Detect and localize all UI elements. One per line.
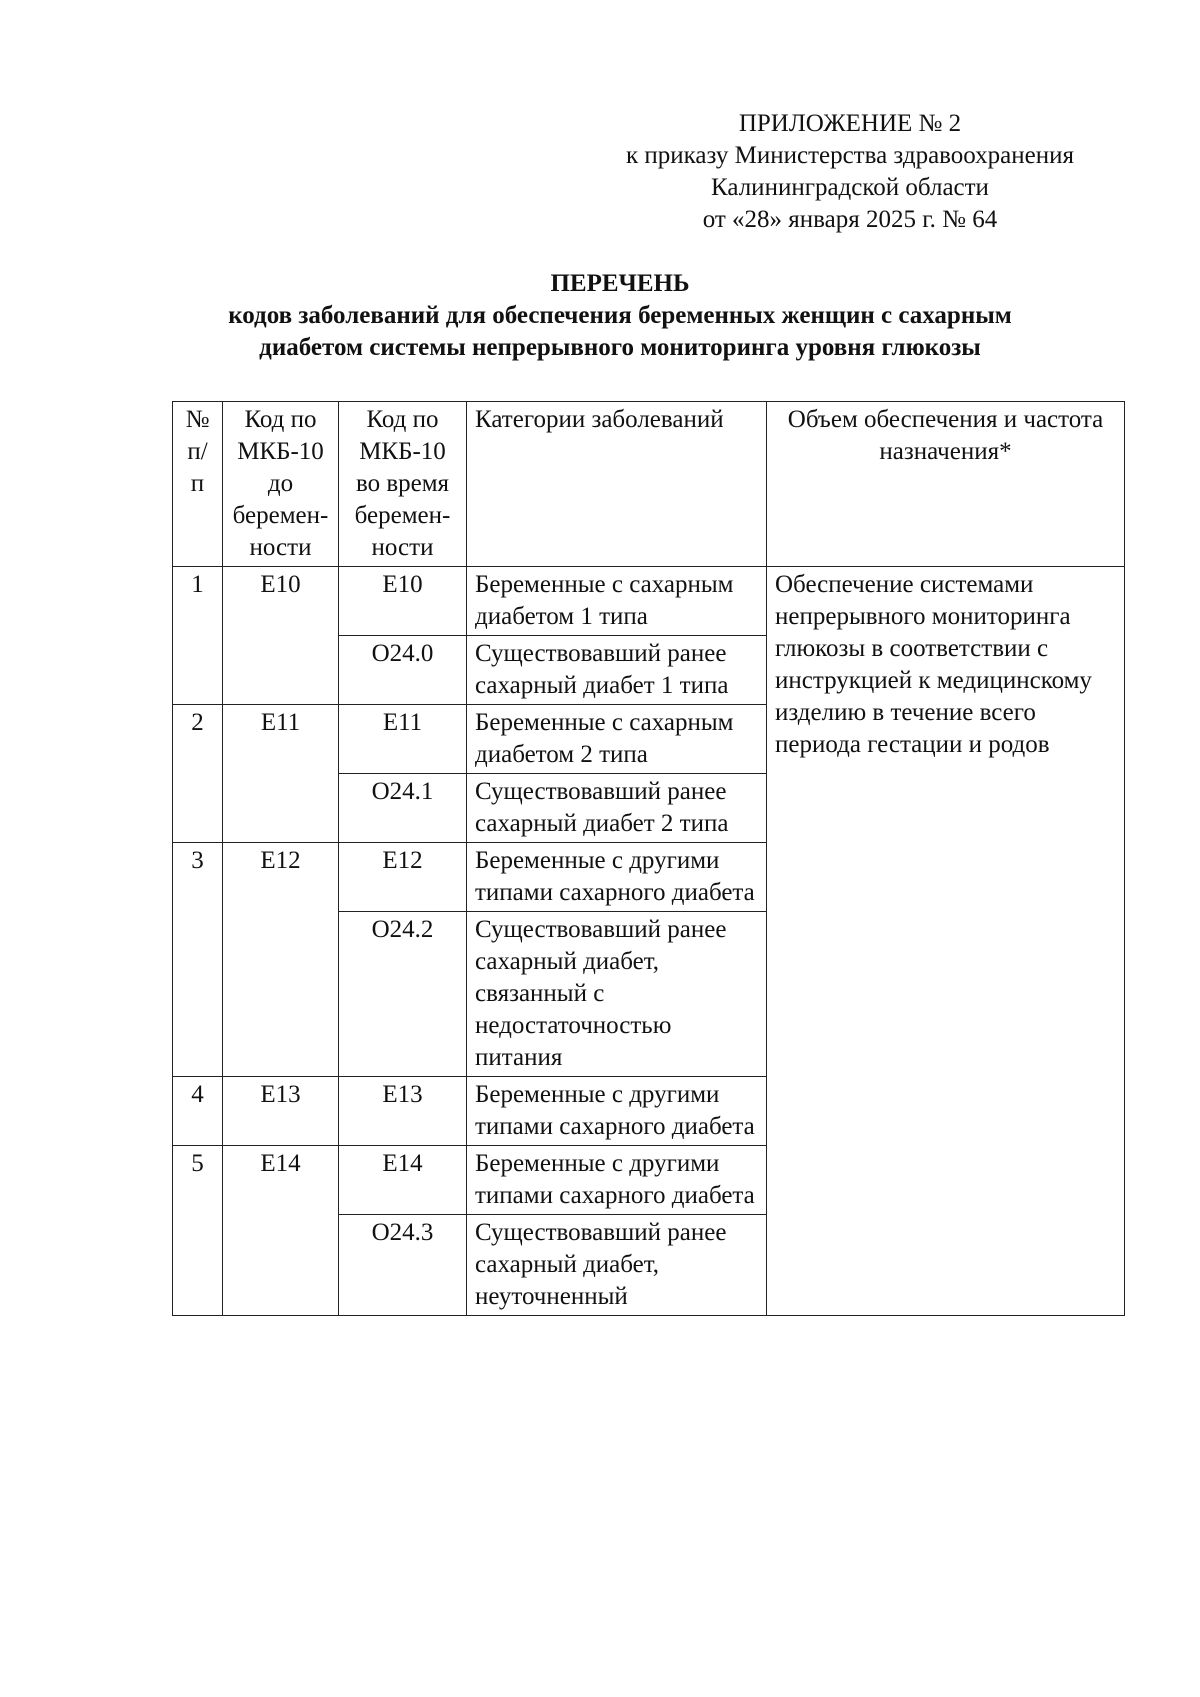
document-subtitle-line-2: диабетом системы непрерывного мониторинга уровня глюкозы bbox=[259, 334, 981, 361]
row-number: 5 bbox=[173, 1146, 223, 1316]
disease-category: Беременные с другими типами сахарного диабета bbox=[467, 1077, 767, 1146]
appendix-region-line: Калининградской области bbox=[711, 174, 989, 201]
code-before-pregnancy: E10 bbox=[223, 567, 339, 705]
disease-category: Существовавший ранее сахарный диабет, связанный с недостаточностью питания bbox=[467, 912, 767, 1077]
code-before-pregnancy: E11 bbox=[223, 705, 339, 843]
code-during-pregnancy: E11 bbox=[339, 705, 467, 774]
code-during-pregnancy: O24.0 bbox=[339, 636, 467, 705]
table-row bbox=[173, 567, 1125, 636]
provision-volume: Обеспечение системами непрерывного мониторинга глюкозы в соответствии с инструкцией к медицинскому изделию в течение всего периода гестации и родов bbox=[767, 567, 1125, 1316]
table-header-row bbox=[173, 402, 1125, 567]
code-before-pregnancy: E13 bbox=[223, 1077, 339, 1146]
disease-category: Беременные с другими типами сахарного диабета bbox=[467, 1146, 767, 1215]
row-number: 1 bbox=[173, 567, 223, 705]
code-during-pregnancy: O24.2 bbox=[339, 912, 467, 1077]
code-before-pregnancy: E12 bbox=[223, 843, 339, 1077]
codes-table bbox=[172, 401, 1125, 1316]
document-heading bbox=[150, 268, 1090, 364]
header-code-during: Код по МКБ-10 во время беремен-ности bbox=[339, 402, 467, 567]
header-volume: Объем обеспечения и частота назначения* bbox=[767, 402, 1125, 567]
code-during-pregnancy: E14 bbox=[339, 1146, 467, 1215]
header-num: № п/п bbox=[173, 402, 223, 567]
disease-category: Существовавший ранее сахарный диабет 2 типа bbox=[467, 774, 767, 843]
document-subtitle-line-1: кодов заболеваний для обеспечения беременных женщин с сахарным bbox=[228, 302, 1012, 329]
code-during-pregnancy: E10 bbox=[339, 567, 467, 636]
appendix-date-line: от «28» января 2025 г. № 64 bbox=[702, 206, 998, 233]
document-title: ПЕРЕЧЕНЬ bbox=[550, 270, 690, 297]
appendix-order-line: к приказу Министерства здравоохранения bbox=[625, 142, 1075, 169]
row-number: 3 bbox=[173, 843, 223, 1077]
header-category: Категории заболеваний bbox=[467, 402, 767, 567]
appendix-title: ПРИЛОЖЕНИЕ № 2 bbox=[738, 110, 962, 137]
row-number: 4 bbox=[173, 1077, 223, 1146]
disease-category: Беременные с сахарным диабетом 1 типа bbox=[467, 567, 767, 636]
disease-category: Существовавший ранее сахарный диабет 1 типа bbox=[467, 636, 767, 705]
code-during-pregnancy: E12 bbox=[339, 843, 467, 912]
code-before-pregnancy: E14 bbox=[223, 1146, 339, 1316]
disease-category: Существовавший ранее сахарный диабет, неуточненный bbox=[467, 1215, 767, 1316]
header-code-before: Код по МКБ-10 до беремен-ности bbox=[223, 402, 339, 567]
row-number: 2 bbox=[173, 705, 223, 843]
appendix-block bbox=[590, 108, 1110, 236]
code-during-pregnancy: O24.1 bbox=[339, 774, 467, 843]
code-during-pregnancy: O24.3 bbox=[339, 1215, 467, 1316]
code-during-pregnancy: E13 bbox=[339, 1077, 467, 1146]
disease-category: Беременные с другими типами сахарного диабета bbox=[467, 843, 767, 912]
disease-category: Беременные с сахарным диабетом 2 типа bbox=[467, 705, 767, 774]
